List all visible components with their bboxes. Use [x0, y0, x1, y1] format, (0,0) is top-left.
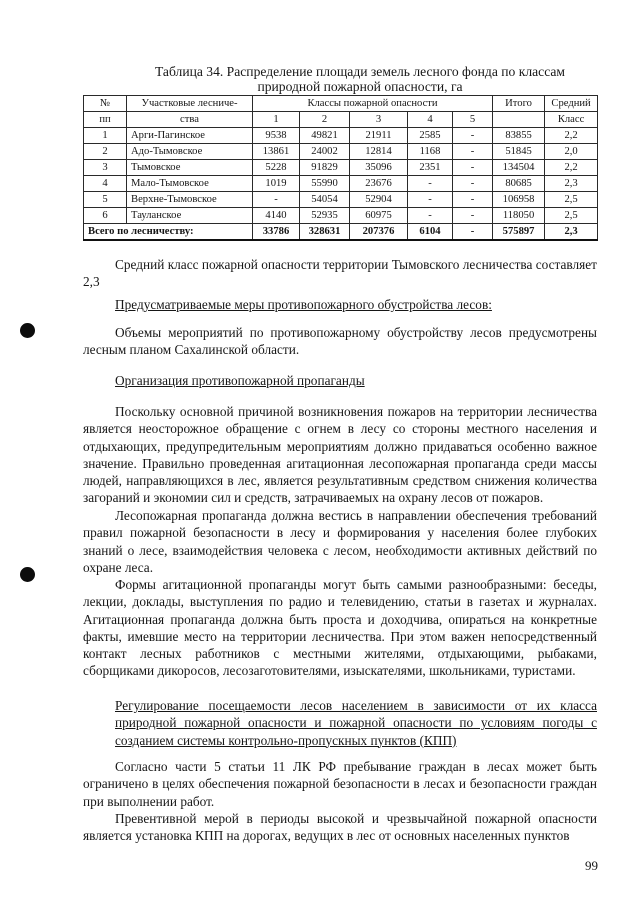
- header-district2: ства: [127, 112, 253, 128]
- cell-num: 3: [84, 160, 127, 176]
- table-header-row: [84, 96, 598, 112]
- heading-regulation: Регулирование посещаемости лесов населением в зависимости от их класса природной пожарной опасности и пожарной опасности по условиям погоды с созданием системы контрольно-пропускных пунктов (КПП): [115, 698, 597, 748]
- cell-class-4: -: [408, 208, 453, 224]
- body-p6-block: [83, 758, 597, 810]
- paragraph-checkpoints: Превентивной мерой в периоды высокой и чрезвычайной пожарной опасности является установка КПП на дорогах, ведущих в лес от основных населенных пунктов: [83, 811, 597, 844]
- cell-avg: 2,5: [545, 208, 598, 224]
- header-class-5: 5: [453, 112, 493, 128]
- header-total-blank: [493, 112, 545, 128]
- paragraph-forms: Формы агитационной пропаганды могут быть самыми разнообразными: беседы, лекции, доклады, выступления по радио и телевидению, статьи в газетах и журналах. Агитационная пропаганда должна быть проста и доходчива, опираться на конкретные факты, имевшие место на территории лесничества. При этом важен непосредственный контакт лесных работников с местными жителями, отдыхающими, рыбаками, сборщиками дикоросов, лесозаготовителями, изыскателями, школьниками, туристами.: [83, 577, 597, 679]
- cell-class-4: -: [408, 176, 453, 192]
- paragraph-direction: Лесопожарная пропаганда должна вестись в направлении обеспечения требований правил пожарной безопасности в лесу и формирования у населения более глубоких знаний о лесе, взаимодействия человека с лесом, необходимости активных действий по охране леса.: [83, 508, 597, 575]
- binder-hole-top: [20, 323, 35, 338]
- cell-class-2: 49821: [300, 128, 350, 144]
- cell-class-2: 55990: [300, 176, 350, 192]
- table-row: [84, 208, 598, 224]
- cell-class-1: 13861: [253, 144, 300, 160]
- cell-class-5: -: [453, 144, 493, 160]
- cell-district: Тауланское: [127, 208, 253, 224]
- cell-class-1: -: [253, 192, 300, 208]
- cell-class-5: -: [453, 208, 493, 224]
- cell-class-3: 21911: [350, 128, 408, 144]
- heading-fire-measures: Предусматриваемые меры противопожарного обустройства лесов:: [115, 297, 492, 312]
- cell-num: 1: [84, 128, 127, 144]
- header-avg: Средний: [545, 96, 598, 112]
- cell-class-2: 54054: [300, 192, 350, 208]
- paragraph-article: Согласно части 5 статьи 11 ЛК РФ пребывание граждан в лесах может быть ограничено в целях обеспечения пожарной безопасности в лесах и безопасности граждан при выполнении работ.: [83, 759, 597, 809]
- cell-total: 118050: [493, 208, 545, 224]
- total-label: Всего по лесничеству:: [84, 224, 253, 241]
- table-caption-line1: Таблица 34. Распределение площади земель лесного фонда по классам: [154, 64, 566, 79]
- total-class-2: 328631: [300, 224, 350, 241]
- header-total: Итого: [493, 96, 545, 112]
- cell-num: 2: [84, 144, 127, 160]
- cell-class-5: -: [453, 160, 493, 176]
- cell-district: Арги-Пагинское: [127, 128, 253, 144]
- cell-class-5: -: [453, 128, 493, 144]
- cell-class-2: 24002: [300, 144, 350, 160]
- binder-hole-bottom: [20, 567, 35, 582]
- table-caption-line2: природной пожарной опасности, га: [257, 79, 463, 94]
- cell-total: 134504: [493, 160, 545, 176]
- cell-avg: 2,2: [545, 160, 598, 176]
- table-row: [84, 192, 598, 208]
- table-row: [84, 144, 598, 160]
- cell-total: 106958: [493, 192, 545, 208]
- body-p3-block: [83, 403, 597, 507]
- body-p1-block: [83, 256, 597, 291]
- cell-district: Тымовское: [127, 160, 253, 176]
- cell-class-4: 1168: [408, 144, 453, 160]
- header-class-2: 2: [300, 112, 350, 128]
- table-row: [84, 176, 598, 192]
- cell-avg: 2,3: [545, 176, 598, 192]
- cell-class-1: 9538: [253, 128, 300, 144]
- cell-num: 5: [84, 192, 127, 208]
- cell-class-5: -: [453, 176, 493, 192]
- cell-total: 80685: [493, 176, 545, 192]
- paragraph-causes: Поскольку основной причиной возникновения пожаров на территории лесничества является неосторожное обращение с огнем в лесу со стороны местного населения и отдыхающих, предупредительным мероприятиям должно придаваться особенно важное значение. Правильно проведенная агитационная лесопожарная пропаганда среди массы людей, направляющихся в лес, является результативным средством снижения количества загораний и экономии сил и средств, затрачиваемых на охрану лесов от пожаров.: [83, 404, 597, 506]
- page-number: 99: [585, 858, 598, 873]
- table-total-row: [84, 224, 598, 241]
- cell-district: Верхне-Тымовское: [127, 192, 253, 208]
- heading-3-block: [83, 697, 597, 749]
- fire-danger-table: [83, 95, 598, 241]
- cell-class-5: -: [453, 192, 493, 208]
- cell-num: 4: [84, 176, 127, 192]
- cell-district: Мало-Тымовское: [127, 176, 253, 192]
- paragraph-volumes: Объемы мероприятий по противопожарному обустройству лесов предусмотрены лесным планом Сахалинской области.: [83, 325, 597, 358]
- cell-total: 51845: [493, 144, 545, 160]
- cell-class-4: 2585: [408, 128, 453, 144]
- cell-class-3: 35096: [350, 160, 408, 176]
- body-p4-block: [83, 507, 597, 576]
- paragraph-average-class: Средний класс пожарной опасности территории Тымовского лесничества составляет 2,3: [83, 257, 597, 290]
- body-p2-block: [83, 324, 597, 359]
- cell-class-1: 4140: [253, 208, 300, 224]
- cell-class-3: 12814: [350, 144, 408, 160]
- total-class-4: 6104: [408, 224, 453, 241]
- cell-class-1: 5228: [253, 160, 300, 176]
- cell-total: 83855: [493, 128, 545, 144]
- total-avg: 2,3: [545, 224, 598, 241]
- table-header-row: [84, 112, 598, 128]
- cell-class-3: 23676: [350, 176, 408, 192]
- body-p7-block: [83, 810, 597, 845]
- cell-class-1: 1019: [253, 176, 300, 192]
- heading-1-block: [83, 296, 597, 313]
- cell-class-2: 91829: [300, 160, 350, 176]
- cell-avg: 2,0: [545, 144, 598, 160]
- heading-2-block: [83, 372, 597, 389]
- heading-propaganda: Организация противопожарной пропаганды: [115, 373, 365, 388]
- cell-class-3: 52904: [350, 192, 408, 208]
- cell-num: 6: [84, 208, 127, 224]
- cell-avg: 2,2: [545, 128, 598, 144]
- header-class-3: 3: [350, 112, 408, 128]
- table-row: [84, 128, 598, 144]
- cell-district: Адо-Тымовское: [127, 144, 253, 160]
- header-class-4: 4: [408, 112, 453, 128]
- body-p5-block: [83, 576, 597, 680]
- header-classes: Классы пожарной опасности: [253, 96, 493, 112]
- cell-class-4: -: [408, 192, 453, 208]
- cell-class-2: 52935: [300, 208, 350, 224]
- table-caption: [140, 64, 580, 94]
- total-class-5: -: [453, 224, 493, 241]
- header-avg2: Класс: [545, 112, 598, 128]
- header-district: Участковые лесниче-: [127, 96, 253, 112]
- table-row: [84, 160, 598, 176]
- header-num2: пп: [84, 112, 127, 128]
- cell-avg: 2,5: [545, 192, 598, 208]
- cell-class-4: 2351: [408, 160, 453, 176]
- header-num: №: [84, 96, 127, 112]
- total-class-3: 207376: [350, 224, 408, 241]
- cell-class-3: 60975: [350, 208, 408, 224]
- total-class-1: 33786: [253, 224, 300, 241]
- header-class-1: 1: [253, 112, 300, 128]
- total-sum: 575897: [493, 224, 545, 241]
